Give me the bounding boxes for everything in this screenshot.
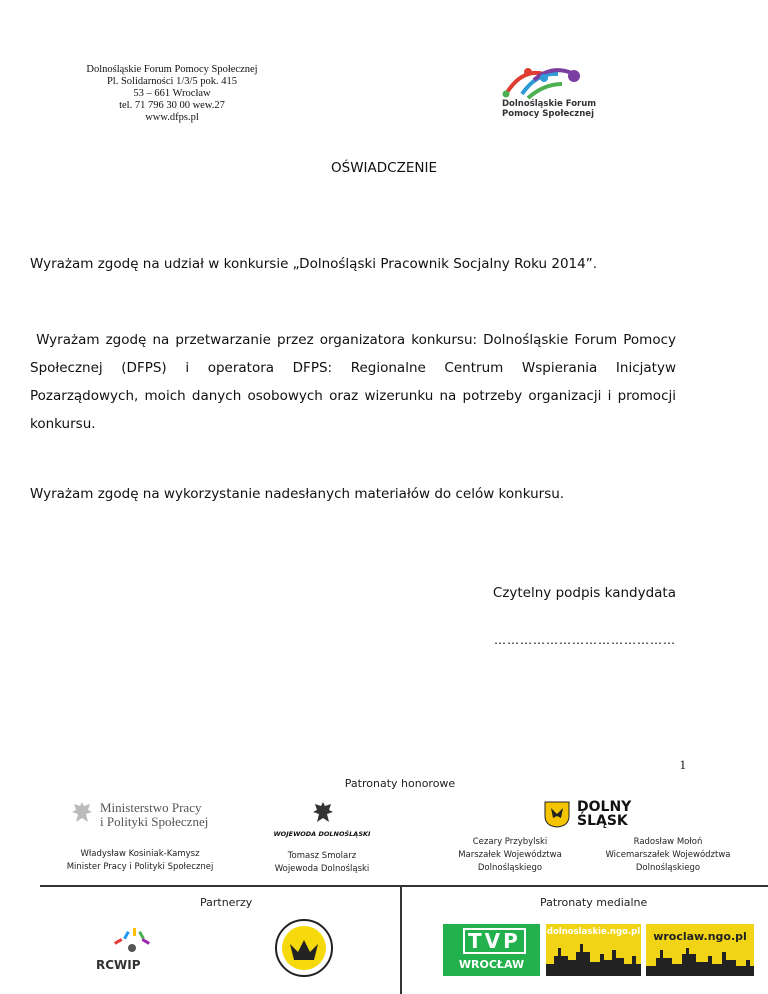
- city-skyline-icon: [646, 946, 754, 976]
- wicemarszalek-caption: Radosław Mołoń Wicemarszałek Województwa Dolnośląskiego: [605, 837, 731, 873]
- ministry-logo-text: Ministerstwo Pracy i Polityki Społecznej: [100, 800, 209, 829]
- wojewoda-caption: Tomasz Smolarz Wojewoda Dolnośląski: [274, 851, 370, 874]
- banner-text: wroclaw.ngo.pl: [653, 930, 747, 943]
- dfps-logo-text: Dolnośląskie Forum Pomocy Społecznej: [502, 99, 597, 119]
- consent-paragraph-3: Wyrażam zgodę na wykorzystanie nadesłanych materiałów do celów konkursu.: [30, 486, 565, 502]
- footer-divider: [40, 885, 768, 887]
- tvp-wroclaw-logo: [443, 924, 540, 976]
- marszalek-caption: Cezary Przybylski Marszałek Województwa Dolnośląskiego: [458, 837, 562, 873]
- tvp-city: WROCŁAW: [458, 958, 525, 971]
- paragraph-line: Społecznej (DFPS) i operatora DFPS: Regionalne Centrum Wspierania Inicjatyw: [30, 360, 676, 376]
- address-line: tel. 71 796 30 00 wew.27: [119, 100, 225, 111]
- consent-paragraph-2: [30, 326, 676, 438]
- polish-eagle-icon: [70, 800, 94, 828]
- tvp-text: TVP: [463, 928, 526, 954]
- regional-center-seal-icon: [274, 918, 334, 978]
- dolnoslaskie-ngo-banner: [546, 924, 641, 976]
- paragraph-line: Pozarządowych, moich danych osobowych oraz wizerunku na potrzeby organizacji i promocji: [30, 388, 676, 404]
- consent-paragraph-1: Wyrażam zgodę na udział w konkursie „Dolnośląski Pracownik Socjalny Roku 2014”.: [30, 256, 597, 272]
- banner-text: dolnoslaskie.ngo.pl: [546, 927, 641, 937]
- media-patronage-heading: Patronaty medialne: [540, 896, 648, 909]
- rcwip-logo-icon: [110, 928, 154, 954]
- address-line: Dolnośląskie Forum Pomocy Społecznej: [86, 64, 258, 75]
- wojewoda-logo-text: WOJEWODA DOLNOŚLĄSKI: [273, 830, 371, 838]
- address-line: www.dfps.pl: [145, 112, 199, 123]
- city-skyline-icon: [546, 942, 641, 976]
- partners-heading: Partnerzy: [200, 896, 253, 909]
- wroclaw-ngo-banner: [646, 924, 754, 976]
- page-number: 1: [679, 757, 686, 772]
- paragraph-line: Wyrażam zgodę na przetwarzanie przez organizatora konkursu: Dolnośląskie Forum Pomocy: [30, 332, 676, 348]
- dolny-slask-logo-text: DOLNY ŚLĄSK: [577, 799, 632, 829]
- rcwip-logo-text: RCWIP: [96, 958, 141, 972]
- address-line: 53 – 661 Wrocław: [133, 88, 211, 99]
- paragraph-line: konkursu.: [30, 416, 96, 432]
- coat-of-arms-icon: [543, 800, 571, 828]
- address-line: Pl. Solidarności 1/3/5 pok. 415: [106, 76, 238, 87]
- honorary-patronage-heading: Patronaty honorowe: [344, 777, 456, 790]
- ministry-caption: Władysław Kosiniak-Kamysz Minister Pracy i Polityki Społecznej: [66, 849, 214, 872]
- signature-line: ……………………………………: [494, 633, 676, 647]
- document-title: OŚWIADCZENIE: [331, 160, 437, 176]
- sender-address: [60, 64, 284, 124]
- signature-label: Czytelny podpis kandydata: [492, 585, 676, 601]
- eagle-emblem-icon: [311, 800, 335, 828]
- footer-vertical-divider: [400, 887, 402, 994]
